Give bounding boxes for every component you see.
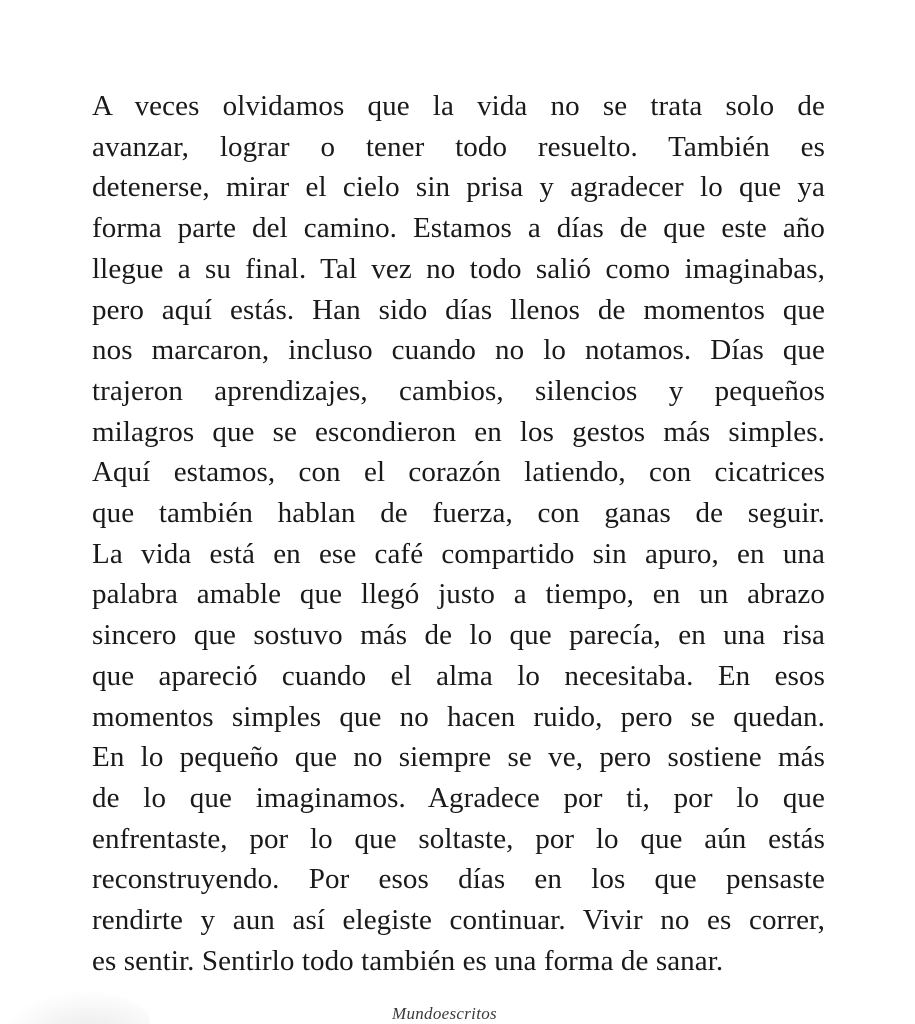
text-line: de lo que imaginamos. Agradece por ti, por lo que	[92, 781, 825, 814]
text-line: palabra amable que llegó justo a tiempo, en un abrazo	[92, 578, 825, 611]
text-line: A veces olvidamos que la vida no se trata solo de	[92, 90, 825, 122]
text-line: En lo pequeño que no siempre se ve, pero sostiene más	[92, 741, 825, 774]
text-line: momentos simples que no hacen ruido, pero se quedan.	[92, 700, 825, 733]
text-line: avanzar, lograr o tener todo resuelto. También es	[92, 130, 825, 163]
text-line: trajeron aprendizajes, cambios, silencios y pequeños	[92, 374, 825, 407]
text-line: rendirte y aun así elegiste continuar. Vivir no es correr,	[92, 904, 825, 937]
text-line: enfrentaste, por lo que soltaste, por lo que aún estás	[92, 822, 825, 855]
text-line: es sentir. Sentirlo todo también es una forma de sanar.	[92, 944, 724, 977]
text-line: que también hablan de fuerza, con ganas de seguir.	[92, 497, 825, 530]
text-line: llegue a su final. Tal vez no todo salió como imaginabas,	[92, 252, 825, 285]
page-curl-shadow	[0, 990, 150, 1024]
text-line: forma parte del camino. Estamos a días de que este año	[92, 212, 825, 245]
text-line: detenerse, mirar el cielo sin prisa y agradecer lo que ya	[92, 171, 825, 204]
text-line: reconstruyendo. Por esos días en los que pensaste	[92, 863, 825, 896]
text-line: milagros que se escondieron en los gestos más simples.	[92, 415, 825, 448]
body-paragraph	[92, 86, 825, 981]
text-line: que apareció cuando el alma lo necesitaba. En esos	[92, 659, 825, 692]
text-line: nos marcaron, incluso cuando no lo notamos. Días que	[92, 334, 825, 367]
text-line: sincero que sostuvo más de lo que parecía, en una risa	[92, 619, 825, 652]
text-line: pero aquí estás. Han sido días llenos de momentos que	[92, 293, 825, 326]
text-line: La vida está en ese café compartido sin apuro, en una	[92, 537, 825, 570]
text-line: Aquí estamos, con el corazón latiendo, con cicatrices	[92, 456, 825, 489]
watermark: Mundoescritos	[388, 1004, 501, 1024]
